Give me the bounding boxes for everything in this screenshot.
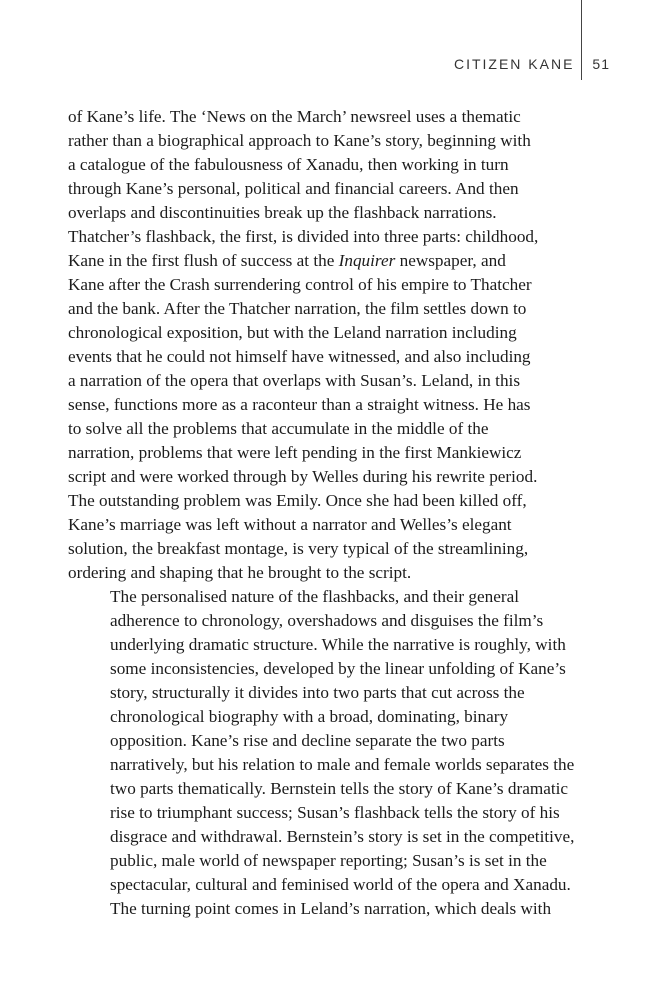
text-run: newspaper, and [395,251,506,270]
text-line: Kane’s marriage was left without a narrator and Welles’s elegant [68,515,512,534]
body-text [68,105,582,921]
text-line: chronological exposition, but with the Leland narration including [68,323,517,342]
text-line: public, male world of newspaper reporting; Susan’s is set in the [110,851,547,870]
text-line [68,249,582,273]
text-line: through Kane’s personal, political and financial careers. And then [68,179,519,198]
text-line: underlying dramatic structure. While the narrative is roughly, with [110,635,566,654]
text-line: to solve all the problems that accumulate in the middle of the [68,419,489,438]
text-line: some inconsistencies, developed by the linear unfolding of Kane’s [110,659,566,678]
text-line: The personalised nature of the flashbacks, and their general [110,587,519,606]
paragraph [68,585,582,921]
text-line: solution, the breakfast montage, is very typical of the streamlining, [68,539,529,558]
header-rule [581,0,582,80]
text-line: The outstanding problem was Emily. Once she had been killed off, [68,491,527,510]
italic-title: Inquirer [338,251,396,270]
running-title: CITIZEN KANE [453,56,575,72]
text-line: narration, problems that were left pending in the first Mankiewicz [68,443,522,462]
text-line: and the bank. After the Thatcher narration, the film settles down to [68,299,527,318]
paragraph [68,105,582,585]
text-run: Kane in the first flush of success at the [68,251,339,270]
text-line: chronological biography with a broad, dominating, binary [110,707,509,726]
text-line: Thatcher’s flashback, the first, is divided into three parts: childhood, [68,227,539,246]
text-line: ordering and shaping that he brought to the script. [68,563,412,582]
text-line: rise to triumphant success; Susan’s flashback tells the story of his [110,803,560,822]
text-line: disgrace and withdrawal. Bernstein’s story is set in the competitive, [110,827,575,846]
text-line: adherence to chronology, overshadows and disguises the film’s [110,611,544,630]
text-line: a narration of the opera that overlaps with Susan’s. Leland, in this [68,371,521,390]
text-line: a catalogue of the fabulousness of Xanadu, then working in turn [68,155,509,174]
text-line: events that he could not himself have witnessed, and also including [68,347,531,366]
text-line: script and were worked through by Welles during his rewrite period. [68,467,538,486]
text-line: spectacular, cultural and feminised world of the opera and Xanadu. [110,875,571,894]
text-line: overlaps and discontinuities break up the flashback narrations. [68,203,497,222]
text-line: Kane after the Crash surrendering control of his empire to Thatcher [68,275,532,294]
text-line: rather than a biographical approach to Kane’s story, beginning with [68,131,531,150]
text-line: narratively, but his relation to male and female worlds separates the [110,755,575,774]
text-line: sense, functions more as a raconteur than a straight witness. He has [68,395,531,414]
page-number: 51 [592,56,610,72]
text-line: of Kane’s life. The ‘News on the March’ newsreel uses a thematic [68,107,521,126]
text-line: The turning point comes in Leland’s narration, which deals with [110,899,552,918]
running-header [454,56,610,72]
text-line: two parts thematically. Bernstein tells the story of Kane’s dramatic [110,779,569,798]
text-line: story, structurally it divides into two parts that cut across the [110,683,525,702]
text-line: opposition. Kane’s rise and decline separate the two parts [110,731,505,750]
